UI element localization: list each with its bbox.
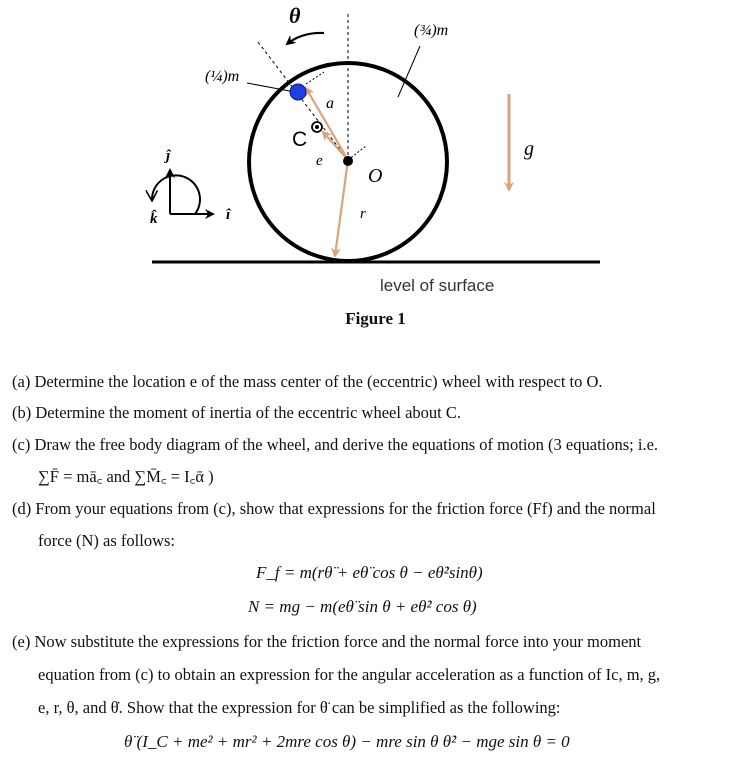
wheel-center-dot — [343, 156, 353, 166]
mass-center-dot — [315, 125, 319, 129]
surface-label: level of surface — [380, 276, 495, 295]
question-d-line1: (d) From your equations from (c), show that expressions for the friction force (Ff) and the normal — [12, 499, 656, 518]
i-label: î — [226, 207, 231, 223]
question-e-line3: e, r, θ, and θ̇. Show that the expression for θ̈ can be simplified as the following: — [38, 698, 561, 717]
vector-r-arrow — [335, 160, 348, 256]
question-c-line2: ∑F̄ = mā꜀ and ∑M̄꜀ = I꜀ᾱ ) — [38, 467, 214, 486]
g-label: g — [524, 138, 534, 160]
c-label: C — [292, 128, 308, 151]
j-label: ĵ — [166, 148, 171, 164]
k-rotation-arrow — [152, 175, 200, 214]
question-d-line2: force (N) as follows: — [38, 531, 175, 550]
question-e-line1: (e) Now substitute the expressions for the friction force and the normal force into your moment — [12, 632, 642, 651]
theta-rotation-arrow — [287, 33, 324, 44]
question-c-line1: (c) Draw the free body diagram of the wheel, and derive the equations of motion (3 equations; i.e. — [12, 435, 659, 454]
figure-caption: Figure 1 — [345, 309, 406, 328]
equation-normal: N = mg − m(eθ̈ sin θ + eθ̇² cos θ) — [248, 597, 477, 616]
large-mass-label: (¾)m — [414, 22, 449, 39]
equation-final: θ̈ (I_C + me² + mr² + 2mre cos θ) − mre sin θ θ̇² − mge sin θ = 0 — [124, 732, 570, 751]
wheel-figure — [0, 0, 751, 345]
small-mass-label: (¼)m — [205, 68, 240, 85]
question-a: (a) Determine the location e of the mass center of the (eccentric) wheel with respect to O. — [12, 372, 603, 391]
k-label: k̂ — [150, 211, 158, 227]
theta-label: θ — [289, 3, 301, 28]
question-b: (b) Determine the moment of inertia of the eccentric wheel about C. — [12, 403, 461, 422]
equation-friction: F_f = m(rθ̈ + eθ̈ cos θ − eθ̇²sinθ) — [256, 563, 483, 582]
question-e-line2: equation from (c) to obtain an expression for the angular acceleration as a function of Ic, m, g, — [38, 665, 661, 684]
e-label: e — [316, 153, 323, 169]
o-label: O — [368, 165, 383, 187]
point-mass-dot — [290, 84, 306, 100]
r-label: r — [360, 206, 366, 222]
perp-marker-top — [306, 72, 324, 84]
a-label: a — [326, 95, 334, 112]
vector-e-arrow — [323, 132, 348, 160]
